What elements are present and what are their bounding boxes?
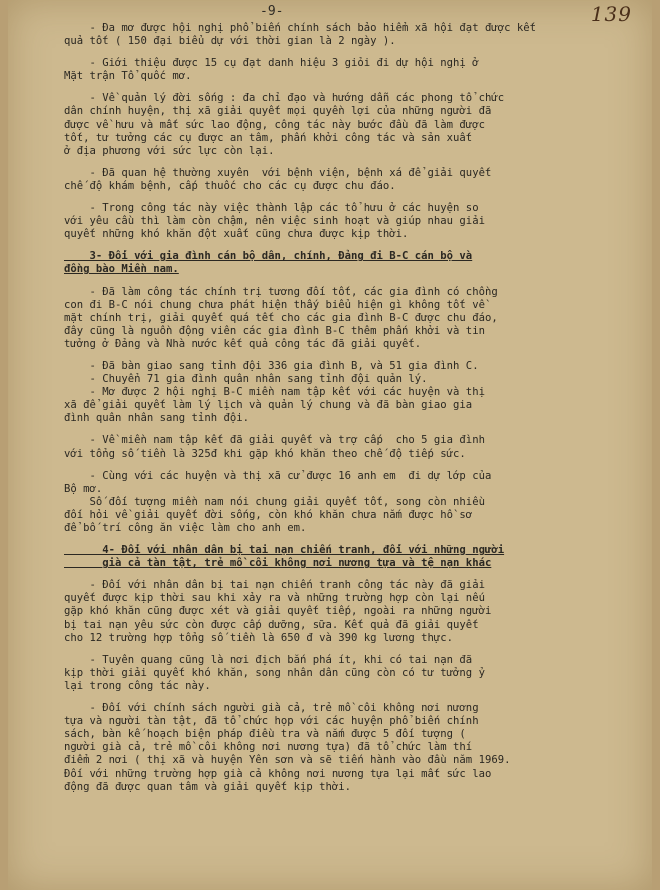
text-line: - Giới thiệu được 15 cụ đạt danh hiệu 3 giỏi đi dự hội nghị ở	[64, 57, 479, 70]
text-line: quyết những khó khăn đột xuất cũng chưa được kịp thời.	[64, 228, 409, 241]
text-line: người già cả, trẻ mồ côi không nơi nương tựa) đã tổ chức làm thí	[64, 741, 473, 754]
paragraph	[64, 654, 644, 693]
text-line: để bố trí công ăn việc làm cho anh em.	[64, 522, 307, 534]
text-line: mặt chính trị, giải quyết quá tết cho các gia đình B-C được chu đáo,	[64, 311, 498, 324]
paragraph-gap	[64, 425, 644, 434]
text-line: kịp thời giải quyết khó khăn, song nhân dân cũng còn có tư tưởng ỷ	[64, 666, 485, 679]
text-line: bị tai nạn yêu sức còn được cấp dưỡng, sữa. Kết quả đã giải quyết	[64, 618, 479, 631]
paragraph-gap	[64, 83, 644, 92]
document-page	[8, 0, 652, 890]
paragraph	[64, 92, 644, 157]
paragraph	[64, 167, 644, 193]
text-line: - Cùng với các huyện và thị xã cử được 16 anh em đi dự lớp của	[64, 469, 492, 482]
paragraph	[64, 470, 644, 535]
text-line: 4- Đối với nhân dân bị tai nạn chiến tranh, đối với những người	[64, 544, 505, 557]
text-line: - Đã bàn giao sang tỉnh đội 336 gia đình B, và 51 gia đình C.	[64, 359, 479, 372]
text-line: đây cũng là nguồn động viên các gia đình B-C thêm phấn khởi và tin	[64, 324, 485, 337]
section-heading	[64, 544, 644, 570]
paragraph	[64, 202, 644, 241]
text-line: - Về miền nam tập kết đã giải quyết và trợ cấp cho 5 gia đình	[64, 434, 485, 447]
text-line: điểm 2 nơi ( thị xã và huyện Yên sơn và sẽ tiến hành vào đầu năm 1969.	[64, 754, 511, 767]
text-line: 3- Đối với gia đình cán bộ dân, chính, Đảng đi B-C cán bộ và	[64, 250, 473, 263]
paragraph-gap	[64, 461, 644, 470]
paragraph-gap	[64, 241, 644, 250]
paragraph-gap	[64, 693, 644, 702]
text-line: cho 12 trường hợp tổng số tiền là 650 đ và 390 kg lương thực.	[64, 631, 454, 644]
text-line: - Đã quan hệ thường xuyên với bệnh viện, bệnh xá để giải quyết	[64, 166, 492, 179]
text-line: Số đối tượng miền nam nói chung giải quyết tốt, song còn nhiều	[64, 495, 485, 508]
text-line: lại trong công tác này.	[64, 679, 211, 692]
paragraph-gap	[64, 535, 644, 544]
paragraph	[64, 579, 644, 644]
paragraph-gap	[64, 193, 644, 202]
paragraph	[64, 22, 644, 48]
text-line: - Chuyển 71 gia đình quân nhân sang tỉnh đội quản lý.	[64, 373, 428, 386]
text-line: - Tuyên quang cũng là nơi địch bắn phá ít, khi có tai nạn đã	[64, 653, 473, 666]
text-line: được về hưu và mất sức lao động, công tác này bước đầu đã làm được	[64, 118, 485, 131]
paragraph-gap	[64, 158, 644, 167]
text-line: với yêu cầu thì làm còn chậm, nên việc sinh hoạt và giúp nhau giải	[64, 215, 485, 228]
text-line: Bộ mơ.	[64, 482, 103, 495]
text-line: ở địa phương với sức lực còn lại.	[64, 144, 275, 157]
text-line: tưởng ở Đảng và Nhà nước kết quả công tác đã giải quyết.	[64, 337, 422, 350]
body-text	[64, 22, 644, 794]
text-line: Mặt trận Tổ quốc mơ.	[64, 70, 192, 83]
paragraph-gap	[64, 570, 644, 579]
paragraph-gap	[64, 645, 644, 654]
text-line: gặp khó khăn cũng được xét và giải quyết tiếp, ngoài ra những người	[64, 605, 492, 618]
text-line: Đối với những trường hợp già cả không nơi nương tựa lại mất sức lao	[64, 767, 492, 780]
paragraph-gap	[64, 48, 644, 57]
section-heading	[64, 250, 644, 276]
paragraph-gap	[64, 277, 644, 286]
text-line: xã để giải quyết làm lý lịch và quản lý chung và đã bàn giao gia	[64, 399, 473, 412]
text-line: - Đã làm công tác chính trị tương đối tốt, các gia đình có chồng	[64, 285, 498, 298]
paragraph	[64, 57, 644, 83]
text-line: quả tốt ( 150 đại biểu dự với thời gian là 2 ngày ).	[64, 35, 396, 48]
text-line: với tổng số tiền là 325đ khi gặp khó khăn theo chế độ tiếp sức.	[64, 447, 466, 460]
text-line: - Mơ được 2 hội nghị B-C miền nam tập kết với các huyện và thị	[64, 386, 485, 399]
paragraph	[64, 702, 644, 794]
text-line: đình quân nhân sang tỉnh đội.	[64, 412, 249, 425]
paragraph	[64, 360, 644, 425]
handwritten-page-number: 139	[590, 2, 632, 26]
text-line: con đi B-C nói chung chưa phát hiện thấy biểu hiện gì không tốt về	[64, 298, 485, 311]
text-line: già cả tàn tật, trẻ mồ côi không nơi nương tựa và tệ nạn khác	[64, 557, 492, 570]
text-line: động đã được quan tâm và giải quyết kịp thời.	[64, 780, 352, 793]
text-line: đồng bào Miền nam.	[64, 263, 179, 276]
paragraph	[64, 434, 644, 460]
text-line: - Đối với nhân dân bị tai nạn chiến tranh công tác này đã giải	[64, 579, 485, 592]
text-line: - Về quản lý đời sống : đa chỉ đạo và hướng dẫn các phong tổ chức	[64, 92, 505, 105]
text-line: sách, bàn kế hoạch biện pháp điều tra và nắm được 5 đối tượng (	[64, 728, 466, 741]
text-line: - Đối với chính sách người già cả, trẻ mồ côi không nơi nương	[64, 702, 479, 715]
text-line: - Đa mơ được hội nghị phổ biến chính sách bảo hiểm xã hội đạt được kết	[64, 22, 536, 34]
text-line: chế độ khám bệnh, cấp thuốc cho các cụ được chu đáo.	[64, 179, 396, 192]
text-line: đối hỏi về giải quyết đời sống, còn khó khăn chưa nắm được hồ sơ	[64, 508, 473, 521]
text-line: quyết được kịp thời sau khi xảy ra và những trường hợp còn lại nếu	[64, 592, 485, 605]
text-line: dân chính huyện, thị xã giải quyết mọi quyền lợi của những người đã	[64, 105, 492, 118]
text-line: - Trong công tác này việc thành lập các tổ hưu ở các huyện so	[64, 202, 479, 215]
paragraph	[64, 286, 644, 351]
paragraph-gap	[64, 351, 644, 360]
text-line: tốt, tư tưởng các cụ được an tâm, phấn khởi công tác và sản xuất	[64, 131, 473, 144]
text-line: tựa và người tàn tật, đã tổ chức họp với các huyện phổ biến chính	[64, 715, 479, 728]
page-number: -9-	[260, 4, 284, 19]
